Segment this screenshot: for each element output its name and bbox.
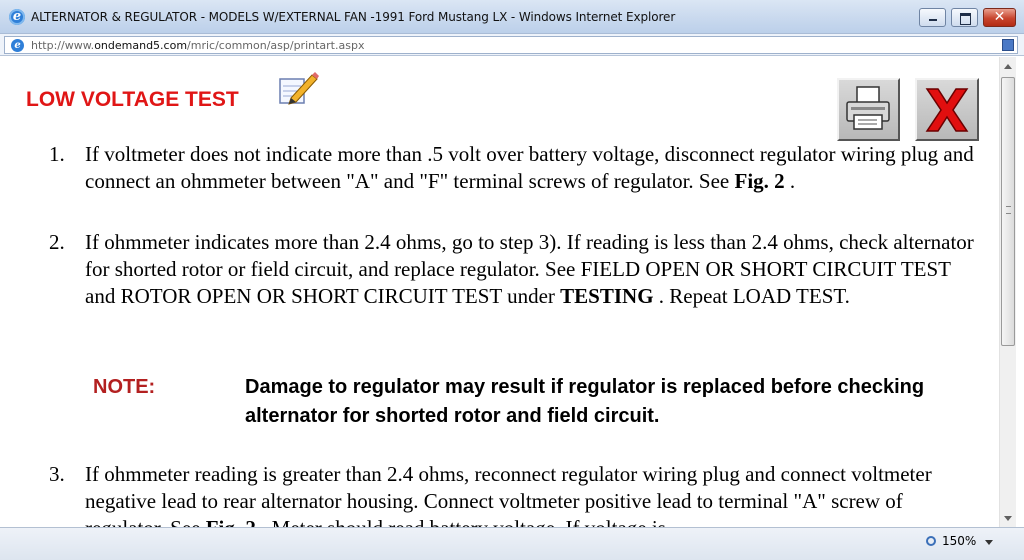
testing-reference: TESTING: [560, 284, 654, 308]
address-field[interactable]: [4, 36, 1018, 54]
status-bar: [0, 527, 1024, 560]
close-icon: ✕: [993, 9, 1006, 25]
page-icon: e: [11, 39, 24, 52]
scroll-down-arrow-icon[interactable]: [1004, 516, 1012, 521]
print-button[interactable]: [837, 78, 900, 141]
maximize-button[interactable]: [951, 8, 978, 27]
minimize-button[interactable]: [919, 8, 946, 27]
zoom-dropdown-arrow-icon[interactable]: [985, 540, 993, 545]
vertical-scrollbar[interactable]: [999, 57, 1016, 527]
note-text: Damage to regulator may result if regulator is replaced before checking alternator for shorted rotor and field circuit.: [245, 376, 925, 427]
title-bar: [0, 0, 1024, 34]
page-content: [9, 63, 999, 527]
note-label: NOTE:: [93, 376, 156, 398]
printer-icon: [839, 80, 898, 139]
address-bar: [0, 34, 1024, 56]
figure-link: Fig. 2: [734, 169, 785, 193]
compatibility-view-icon[interactable]: [1002, 39, 1014, 51]
window-title: ALTERNATOR & REGULATOR - MODELS W/EXTERNAL FAN -1991 Ford Mustang LX - Windows Internet Explorer: [31, 10, 676, 24]
zoom-icon[interactable]: [926, 536, 936, 546]
red-x-icon: [917, 80, 977, 139]
step-text: If ohmmeter indicates more than 2.4 ohms, go to step 3). If reading is less than 2.4 ohms, check alternator for shorted rotor or field circuit, and replace regulator. See FIELD OPEN OR SHORT CIRCUIT TEST and ROTOR OPEN OR SHORT CIRCUIT TEST under TESTING . Repeat LOAD TEST.: [85, 230, 974, 308]
step-number: 2.: [49, 230, 65, 254]
window-close-button[interactable]: [983, 8, 1016, 27]
step-text: If voltmeter does not indicate more than .5 volt over battery voltage, disconnect regulator wiring plug and connect an ohmmeter between "A" and "F" terminal screws of regulator. See Fig. 2 .: [85, 142, 974, 193]
scroll-up-arrow-icon[interactable]: [1004, 64, 1012, 69]
zoom-level[interactable]: 150%: [942, 534, 977, 548]
step-text: If ohmmeter reading is greater than 2.4 ohms, reconnect regulator wiring plug and connect voltmeter negative lead to rear alternator housing. Connect voltmeter positive lead to terminal "A" screw of: [85, 461, 985, 542]
pencil-notepad-icon: [277, 71, 319, 107]
step-number: 1.: [49, 142, 65, 166]
url-text: http://www.ondemand5.com/mric/common/asp/printart.aspx: [31, 39, 365, 52]
internet-explorer-icon: e: [9, 9, 25, 25]
step-number: 3.: [49, 462, 65, 486]
close-button[interactable]: [915, 78, 979, 141]
scroll-thumb[interactable]: [1001, 77, 1015, 346]
page-heading: LOW VOLTAGE TEST: [26, 88, 239, 111]
